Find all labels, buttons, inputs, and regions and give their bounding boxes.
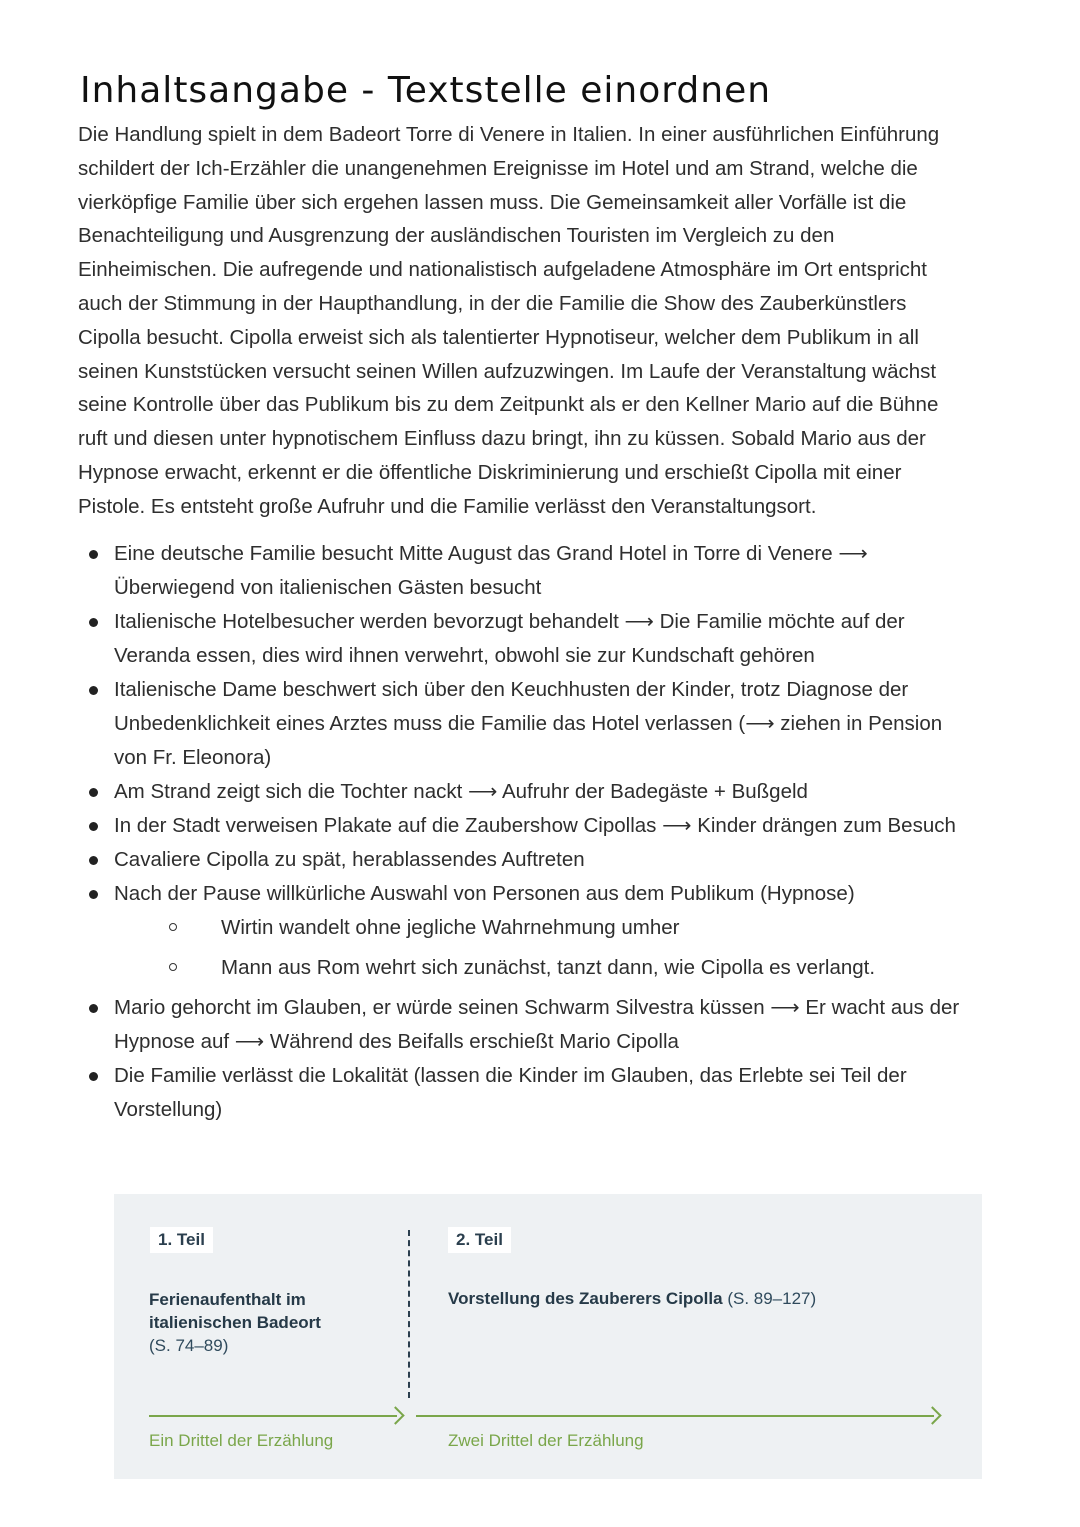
part1-description (149, 1288, 379, 1357)
page-title: Inhaltsangabe - Textstelle einordnen (80, 70, 772, 112)
bullet-icon (89, 618, 98, 627)
bullet-icon (89, 686, 98, 695)
plot-bullet-list (78, 537, 968, 1127)
story-structure-diagram (114, 1194, 982, 1479)
bullet-icon (89, 550, 98, 559)
bullet-icon (89, 856, 98, 865)
list-item: In der Stadt verweisen Plakate auf die Zaubershow Cipollas ⟶ Kinder drängen zum Besuch (78, 809, 968, 843)
list-item: Am Strand zeigt sich die Tochter nackt ⟶ Aufruhr der Badegäste + Bußgeld (78, 775, 968, 809)
bullet-icon (89, 822, 98, 831)
part1-caption: Ein Drittel der Erzählung (149, 1431, 334, 1450)
part1-title-line1: Ferienaufenthalt im (149, 1290, 306, 1309)
summary-paragraph: Die Handlung spielt in dem Badeort Torre di Venere in Italien. In einer ausführlichen Einführung schildert der Ich-Erzähler die unangenehmen Ereignisse im Hotel und am Strand, welche die vierköpfige Familie über sich ergehen lassen muss. Die Gemeinsamkeit aller Vorfälle ist die Benachteiligung und Ausgrenzung der ausländischen Touristen im Vergleich zu den Einheimischen. Die aufregende und nationalistisch aufgeladene Atmosphäre im Ort entspricht auch der Stimmung in der Haupthandlung, in der die Familie die Show des Zauberkünstlers Cipolla besucht. Cipolla erweist sich als talentierter Hypnotiseur, welcher dem Publikum in all seinen Kunststücken versucht seinen Willen aufzuzwingen. Im Laufe der Veranstaltung wächst seine Kontrolle über das Publikum bis zu dem Zeitpunkt als er den Kellner Mario auf die Bühne ruft und diesen unter hypnotischem Einfluss dazu bringt, ihn zu küssen. Sobald Mario aus der Hypnose erwacht, erkennt er die öffentliche Diskriminierung und erschießt Cipolla mit einer Pistole. Es entsteht große Aufruhr und die Familie verlässt den Veranstaltungsort. (78, 123, 940, 518)
list-item: Cavaliere Cipolla zu spät, herablassendes Auftreten (78, 843, 968, 877)
part2-description (448, 1287, 948, 1310)
list-item: Nach der Pause willkürliche Auswahl von Personen aus dem Publikum (Hypnose) Wirtin wandelt ohne jegliche Wahrnehmung umher Mann aus Rom wehrt sich zunächst, tanzt dann, wie Cipolla es verlangt. (78, 877, 968, 985)
sub-list-item: Mann aus Rom wehrt sich zunächst, tanzt dann, wie Cipolla es verlangt. (114, 951, 968, 985)
part1-pages: (S. 74–89) (149, 1336, 229, 1355)
sub-list-item: Wirtin wandelt ohne jegliche Wahrnehmung umher (114, 911, 968, 945)
section-divider (408, 1230, 410, 1398)
list-item: Italienische Hotelbesucher werden bevorzugt behandelt ⟶ Die Familie möchte auf der Veranda essen, dies wird ihnen verwehrt, obwohl sie zur Kundschaft gehören (78, 605, 968, 673)
part2-arrow-line (416, 1415, 934, 1417)
part2-title: Vorstellung des Zauberers Cipolla (448, 1289, 723, 1308)
list-item: Die Familie verlässt die Lokalität (lassen die Kinder im Glauben, das Erlebte sei Teil der Vorstellung) (78, 1059, 968, 1127)
list-item: Eine deutsche Familie besucht Mitte August das Grand Hotel in Torre di Venere ⟶ Überwiegend von italienischen Gästen besucht (78, 537, 968, 605)
bullet-icon (89, 1072, 98, 1081)
part1-tag: 1. Teil (150, 1227, 213, 1253)
part2-caption: Zwei Drittel der Erzählung (448, 1431, 644, 1450)
sub-list (114, 911, 968, 985)
list-item: Italienische Dame beschwert sich über den Keuchhusten der Kinder, trotz Diagnose der Unbedenklichkeit eines Arztes muss die Familie das Hotel verlassen (⟶ ziehen in Pension von Fr. Eleonora) (78, 673, 968, 775)
list-item: Mario gehorcht im Glauben, er würde seinen Schwarm Silvestra küssen ⟶ Er wacht aus der Hypnose auf ⟶ Während des Beifalls erschießt Mario Cipolla (78, 991, 968, 1059)
part2-tag: 2. Teil (448, 1227, 511, 1253)
part1-arrow-line (149, 1415, 397, 1417)
part1-arrow-icon (386, 1406, 404, 1424)
circle-bullet-icon (169, 963, 177, 971)
part2-pages: (S. 89–127) (727, 1289, 817, 1308)
part1-title-line2: italienischen Badeort (149, 1313, 321, 1332)
bullet-icon (89, 1004, 98, 1013)
circle-bullet-icon (169, 923, 177, 931)
bullet-icon (89, 788, 98, 797)
part2-arrow-icon (923, 1406, 941, 1424)
bullet-icon (89, 890, 98, 899)
